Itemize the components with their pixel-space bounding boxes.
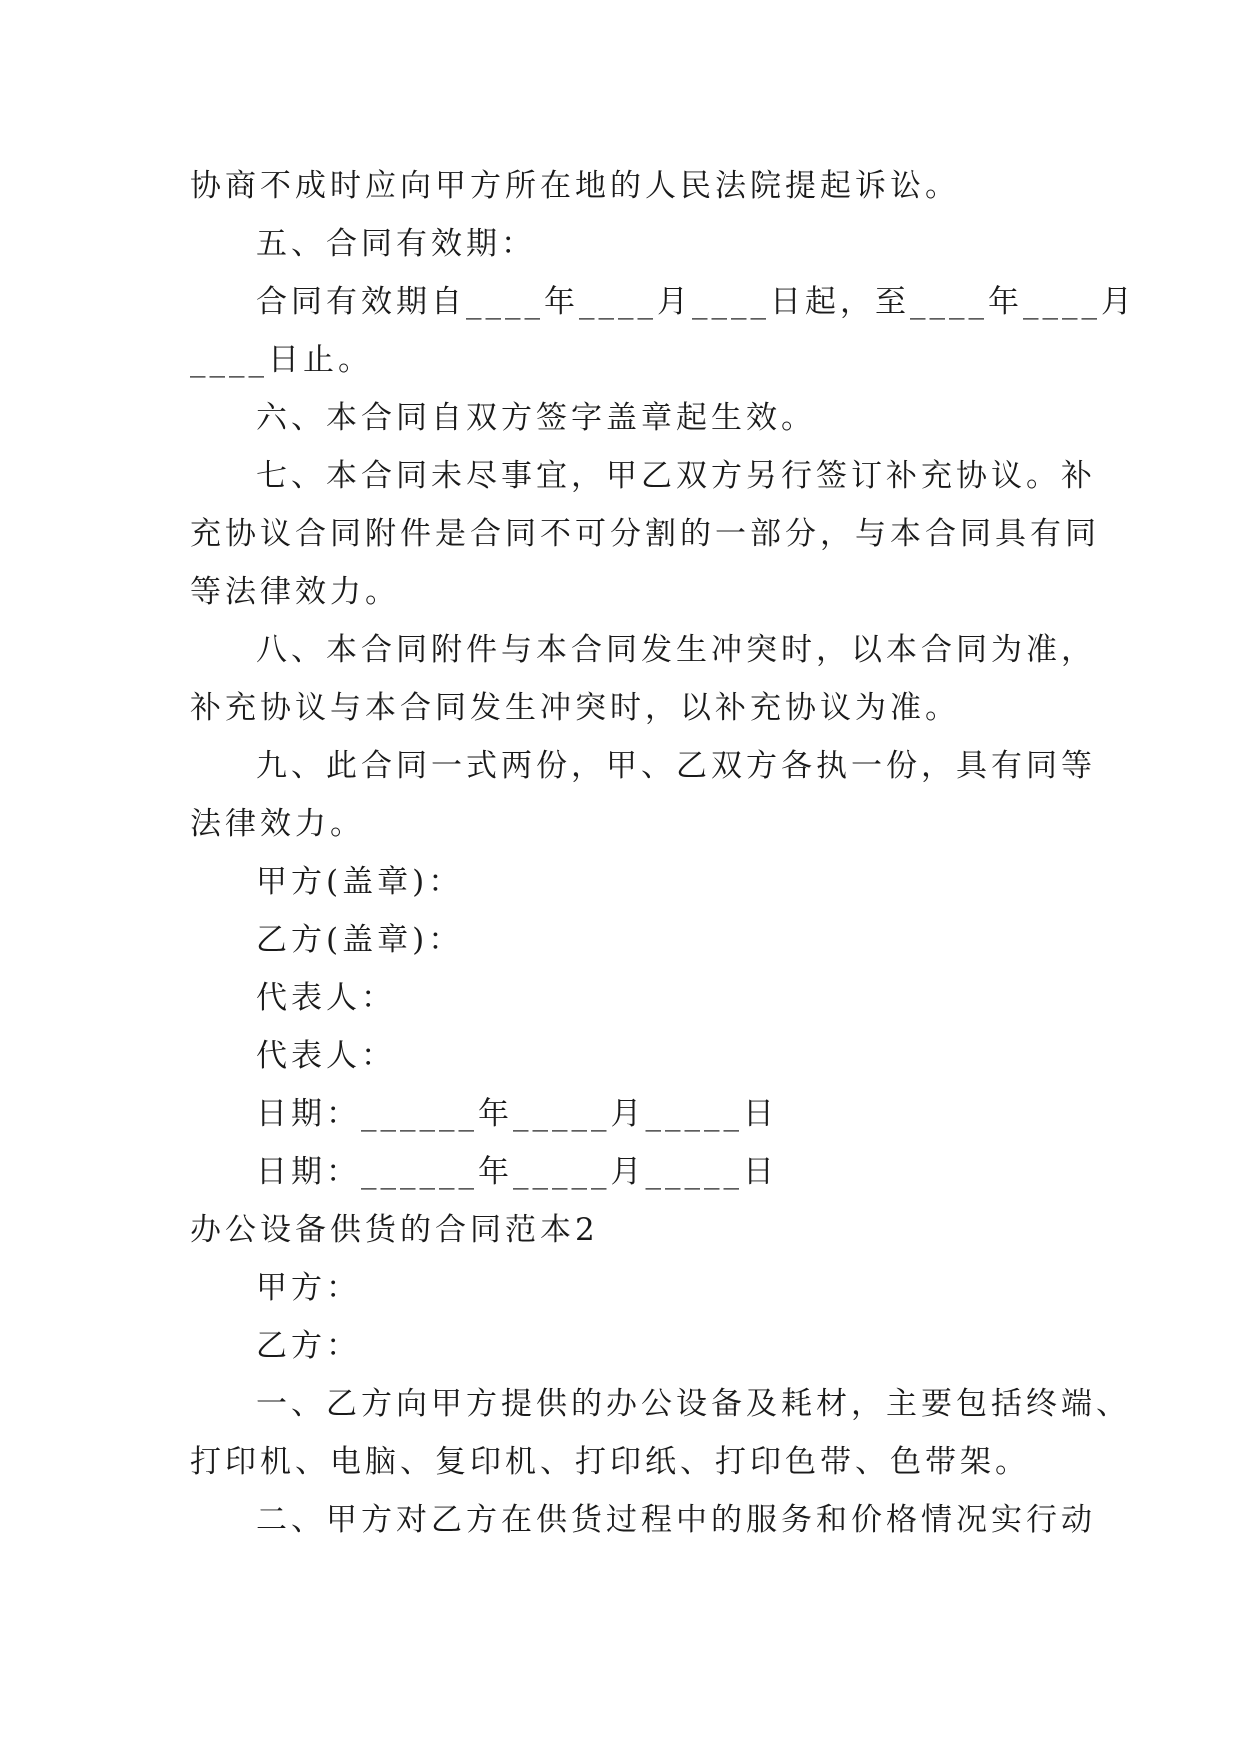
paragraph-line: ____日止。 [190, 342, 373, 378]
paragraph-line: 法律效力。 [190, 806, 365, 842]
signature-party-b: 乙方(盖章)： [256, 922, 464, 958]
paragraph-line: 七、本合同未尽事宜，甲乙双方另行签订补充协议。补 [256, 458, 1096, 494]
section-heading: 五、合同有效期： [256, 226, 536, 262]
date-line-a: 日期：______年_____月_____日 [256, 1096, 778, 1132]
paragraph-line: 一、乙方向甲方提供的办公设备及耗材，主要包括终端、 [256, 1386, 1131, 1422]
paragraph-line: 等法律效力。 [190, 574, 400, 610]
paragraph-line: 六、本合同自双方签字盖章起生效。 [256, 400, 816, 436]
signature-party-a: 甲方(盖章)： [256, 864, 464, 900]
paragraph-line: 八、本合同附件与本合同发生冲突时，以本合同为准， [256, 632, 1096, 668]
paragraph-line: 合同有效期自____年____月____日起，至____年____月 [256, 284, 1136, 320]
representative-a: 代表人： [256, 980, 396, 1016]
date-line-b: 日期：______年_____月_____日 [256, 1154, 778, 1190]
document-title: 办公设备供货的合同范本2 [190, 1212, 599, 1248]
paragraph-line: 二、甲方对乙方在供货过程中的服务和价格情况实行动 [256, 1502, 1096, 1538]
paragraph-line: 充协议合同附件是合同不可分割的一部分，与本合同具有同 [190, 516, 1100, 552]
party-b-line: 乙方： [256, 1328, 361, 1364]
party-a-line: 甲方： [256, 1270, 361, 1306]
paragraph-line: 九、此合同一式两份，甲、乙双方各执一份，具有同等 [256, 748, 1096, 784]
paragraph-line: 补充协议与本合同发生冲突时，以补充协议为准。 [190, 690, 960, 726]
paragraph-line: 打印机、电脑、复印机、打印纸、打印色带、色带架。 [190, 1444, 1030, 1480]
representative-b: 代表人： [256, 1038, 396, 1074]
paragraph-line: 协商不成时应向甲方所在地的人民法院提起诉讼。 [190, 168, 960, 204]
